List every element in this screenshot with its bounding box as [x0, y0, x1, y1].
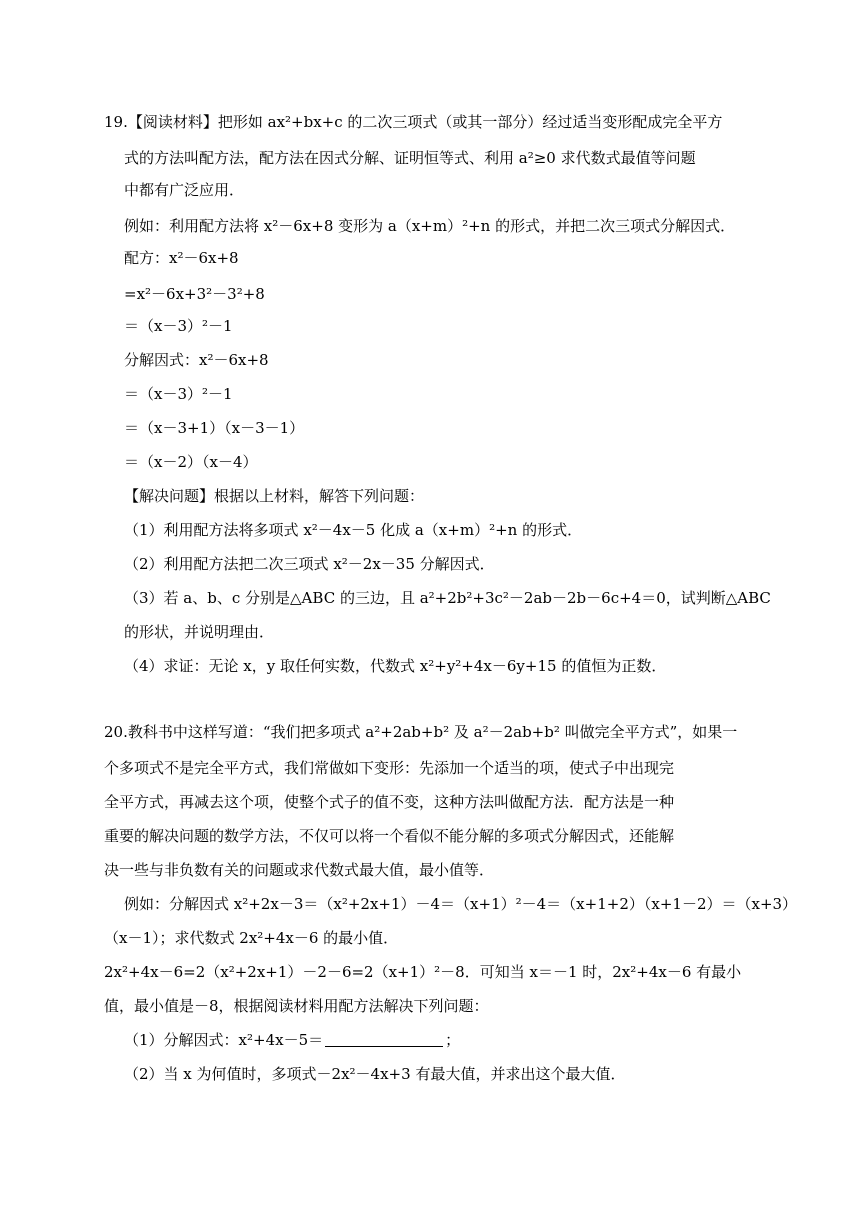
- q19-number: 19.: [104, 113, 128, 131]
- q19-part-3-cont: 的形状，并说明理由．: [124, 623, 275, 641]
- q19-part-4: （4）求证：无论 x，y 取任何实数，代数式 x²+y²+4x－6y+15 的值恒为正数．: [124, 657, 667, 675]
- q19-step-2: ＝（x－3）²－1: [124, 317, 233, 335]
- q20-line-3: 全平方式，再减去这个项，使整个式子的值不变，这种方法叫做配方法．配方法是一种: [104, 793, 675, 811]
- q19-solve-heading: 【解决问题】根据以上材料，解答下列问题：: [124, 487, 425, 505]
- q20-part-2: （2）当 x 为何值时，多项式－2x²－4x+3 有最大值，并求出这个最大值．: [124, 1065, 626, 1083]
- q19-part-1: （1）利用配方法将多项式 x²－4x－5 化成 a（x+m）²+n 的形式．: [124, 521, 583, 539]
- q19-step-1: =x²－6x+3²－3²+8: [124, 285, 265, 303]
- q20-line-2: 个多项式不是完全平方式，我们常做如下变形：先添加一个适当的项，使式子中出现完: [104, 759, 675, 777]
- q20-example: 例如：分解因式 x²+2x－3＝（x²+2x+1）－4＝（x+1）²－4＝（x+1+2）（x+1－2）＝（x+3）: [124, 895, 798, 913]
- q19-line-2: 式的方法叫配方法，配方法在因式分解、证明恒等式、利用 a²≥0 求代数式最值等问题: [124, 149, 696, 167]
- q20-line-4: 重要的解决问题的数学方法，不仅可以将一个看似不能分解的多项式分解因式，还能解: [104, 827, 675, 845]
- q20-number: 20.: [104, 723, 128, 741]
- q20-part-1: [124, 1030, 460, 1050]
- q20-line-1: [104, 722, 737, 742]
- q19-part-3: （3）若 a、b、c 分别是△ABC 的三边，且 a²+2b²+3c²－2ab－2b－6c+4＝0，试判断△ABC: [124, 589, 771, 607]
- q20-line-5: 决一些与非负数有关的问题或求代数式最大值，最小值等．: [104, 861, 495, 879]
- q20-part-1-text: （1）分解因式：x²+4x－5＝: [124, 1031, 324, 1049]
- q19-factor-step-3: ＝（x－2）（x－4）: [124, 453, 258, 471]
- q20-min-calc: 2x²+4x－6=2（x²+2x+1）－2－6=2（x+1）²－8．可知当 x＝－1 时，2x²+4x－6 有最小: [104, 963, 742, 981]
- q19-example: 例如：利用配方法将 x²－6x+8 变形为 a（x+m）²+n 的形式，并把二次三项式分解因式．: [124, 217, 736, 235]
- q19-factor-step-2: ＝（x－3+1）（x－3－1）: [124, 419, 305, 437]
- q19-line-3: 中都有广泛应用．: [124, 181, 245, 199]
- q19-line-1: [104, 112, 722, 132]
- q20-min-result: 值，最小值是－8，根据阅读材料用配方法解决下列问题：: [104, 997, 489, 1015]
- q20-example-cont: （x－1）；求代数式 2x²+4x－6 的最小值．: [104, 929, 399, 947]
- q19-intro: 【阅读材料】把形如 ax²+bx+c 的二次三项式（或其一部分）经过适当变形配成完全平方: [127, 113, 723, 131]
- q20-intro: 教科书中这样写道：“我们把多项式 a²+2ab+b² 及 a²－2ab+b² 叫做完全平方式”，如果一: [127, 723, 738, 741]
- answer-blank[interactable]: [325, 1032, 443, 1047]
- q19-factor-step-1: ＝（x－3）²－1: [124, 385, 233, 403]
- q19-part-2: （2）利用配方法把二次三项式 x²－2x－35 分解因式．: [124, 555, 495, 573]
- q19-complete-square-label: 配方：x²－6x+8: [124, 249, 239, 267]
- q20-part-1-end: ；: [445, 1031, 461, 1049]
- q19-factor-label: 分解因式：x²－6x+8: [124, 351, 269, 369]
